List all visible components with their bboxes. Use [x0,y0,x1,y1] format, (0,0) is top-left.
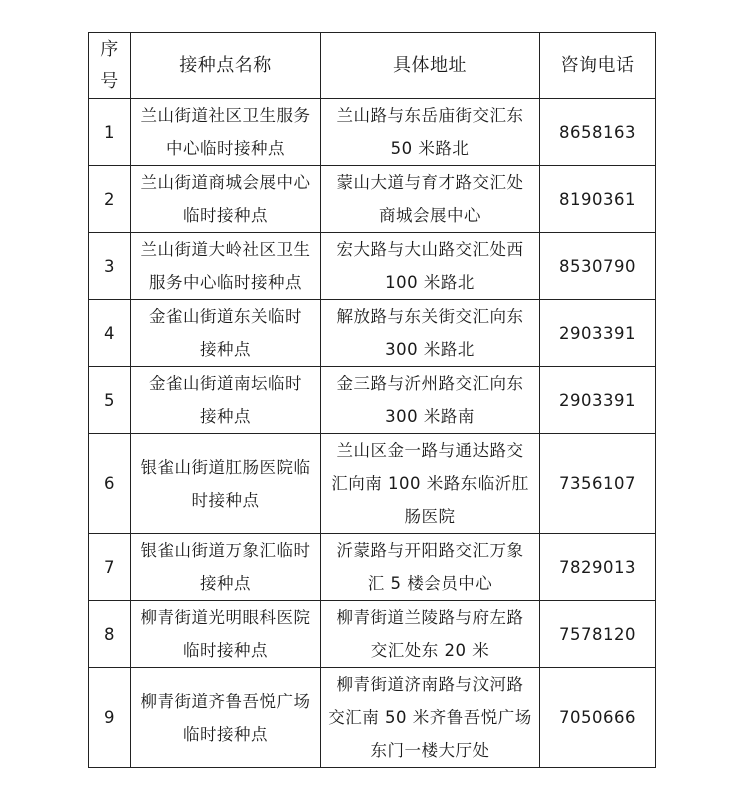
table-row [89,601,656,668]
site-name-line: 接种点 [200,340,251,359]
header-no-line1: 序 [100,38,119,60]
site-name-line: 兰山街道社区卫生服务 [140,106,311,125]
table-row [89,367,656,434]
site-name-line: 时接种点 [191,490,260,510]
row-number: 4 [89,300,131,367]
row-number: 3 [89,233,131,300]
header-row [89,33,656,99]
site-name [131,300,321,367]
row-number: 7 [89,534,131,601]
site-name-line: 柳青街道齐鲁吾悦广场 [140,691,311,711]
site-name [131,367,321,434]
site-address-line: 300 米路北 [385,340,475,359]
site-phone: 8190361 [540,166,656,233]
table-row [89,668,656,768]
site-name [131,668,321,768]
site-phone: 2903391 [540,300,656,367]
site-address [321,233,540,300]
site-address-line: 汇 5 楼会员中心 [367,574,493,593]
site-address-line: 解放路与东关街交汇向东 [336,307,524,326]
site-phone: 7050666 [540,668,656,768]
table-row [89,300,656,367]
site-address-line: 交汇处东 20 米 [370,641,490,660]
site-phone: 7356107 [540,434,656,534]
site-address-line: 交汇南 50 米齐鲁吾悦广场 [328,708,532,727]
site-address-line: 肠医院 [404,507,456,526]
site-phone: 2903391 [540,367,656,434]
site-address-line: 金三路与沂州路交汇向东 [336,374,524,393]
site-name-line: 临时接种点 [183,641,268,660]
row-number: 9 [89,668,131,768]
header-phone: 咨询电话 [540,33,656,99]
header-address: 具体地址 [321,33,540,99]
row-number: 6 [89,434,131,534]
site-name [131,601,321,668]
site-address [321,601,540,668]
site-address-line: 宏大路与大山路交汇处西 [336,240,524,259]
site-address-line: 兰山区金一路与通达路交 [336,441,524,460]
site-address-line: 蒙山大道与育才路交汇处 [336,173,524,192]
site-name-line: 银雀山街道万象汇临时 [140,541,311,560]
site-name-line: 金雀山街道南坛临时 [149,374,302,393]
site-name-line: 接种点 [200,574,251,593]
table-row [89,534,656,601]
row-number: 8 [89,601,131,668]
vaccination-sites-table [88,32,656,768]
site-address-line: 商城会展中心 [379,206,481,225]
site-name-line: 临时接种点 [183,724,268,744]
site-phone: 7829013 [540,534,656,601]
site-name-line: 中心临时接种点 [166,139,285,158]
table-row [89,434,656,534]
site-phone: 8530790 [540,233,656,300]
site-name-line: 服务中心临时接种点 [149,273,302,292]
site-name-line: 临时接种点 [183,206,268,225]
site-phone: 8658163 [540,99,656,166]
site-name-line: 银雀山街道肛肠医院临 [140,457,311,477]
site-name-line: 柳青街道光明眼科医院 [140,608,311,627]
table-row [89,233,656,300]
table-row [89,99,656,166]
site-address-line: 汇向南 100 米路东临沂肛 [331,474,529,493]
site-address [321,434,540,534]
site-address-line: 300 米路南 [385,407,475,426]
row-number: 1 [89,99,131,166]
table-row [89,166,656,233]
site-name-line: 兰山街道大岭社区卫生 [140,240,311,259]
header-no-line2: 号 [100,70,119,92]
site-address-line: 兰山路与东岳庙街交汇东 [336,106,524,125]
site-address-line: 100 米路北 [385,273,475,292]
site-name-line: 金雀山街道东关临时 [149,307,302,326]
site-name [131,99,321,166]
row-number: 5 [89,367,131,434]
site-name [131,166,321,233]
site-address-line: 50 米路北 [390,139,470,158]
site-phone: 7578120 [540,601,656,668]
site-address [321,300,540,367]
site-name [131,233,321,300]
header-name: 接种点名称 [131,33,321,99]
header-no [89,33,131,99]
site-address-line: 柳青街道兰陵路与府左路 [336,608,524,627]
site-name-line: 接种点 [200,407,251,426]
site-address-line: 柳青街道济南路与汶河路 [336,675,524,694]
site-name [131,534,321,601]
site-address-line: 沂蒙路与开阳路交汇万象 [336,541,524,560]
site-name-line: 兰山街道商城会展中心 [140,173,311,192]
site-address [321,166,540,233]
site-address [321,668,540,768]
site-name [131,434,321,534]
site-address [321,367,540,434]
site-address [321,534,540,601]
row-number: 2 [89,166,131,233]
site-address-line: 东门一楼大厅处 [370,741,490,760]
site-address [321,99,540,166]
